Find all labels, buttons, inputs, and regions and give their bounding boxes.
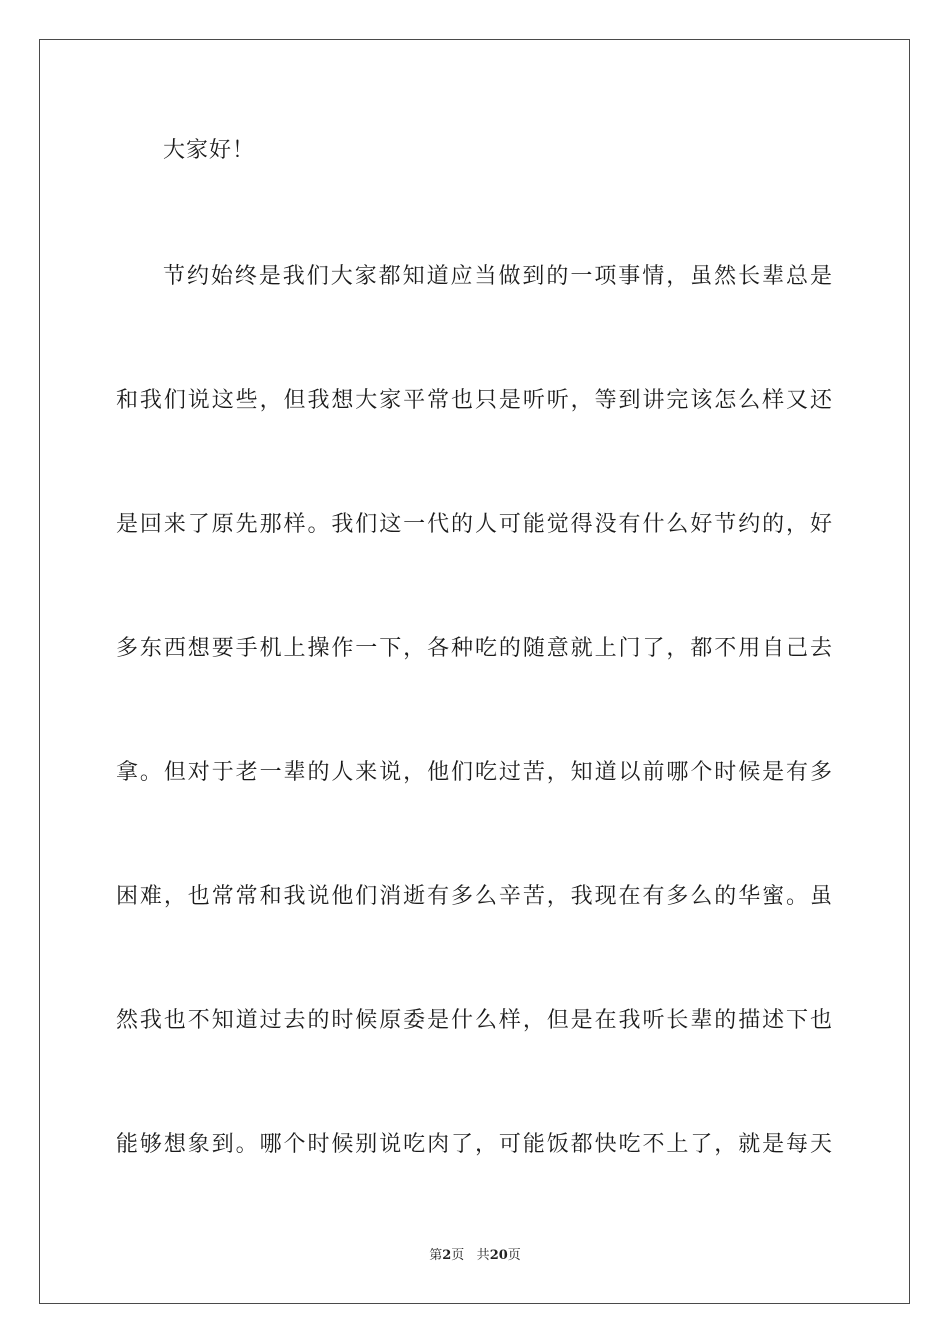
- page-footer: [0, 1247, 950, 1265]
- page-border: [39, 39, 910, 1304]
- paragraph-line-6: 困难，也常常和我说他们消逝有多么辛苦，我现在有多么的华蜜。虽: [116, 884, 832, 909]
- footer-page-prefix: 第: [429, 1248, 443, 1263]
- footer-page-suffix: 页: [451, 1248, 465, 1263]
- paragraph-line-2: 和我们说这些，但我想大家平常也只是听听，等到讲完该怎么样又还: [116, 388, 832, 413]
- footer-total-prefix: 共: [476, 1248, 490, 1263]
- paragraph-line-4: 多东西想要手机上操作一下，各种吃的随意就上门了，都不用自己去: [116, 636, 832, 661]
- paragraph-line-8: 能够想象到。哪个时候别说吃肉了，可能饭都快吃不上了，就是每天: [116, 1132, 832, 1157]
- paragraph-line-5: 拿。但对于老一辈的人来说，他们吃过苦，知道以前哪个时候是有多: [116, 760, 832, 785]
- paragraph-line-1: 节约始终是我们大家都知道应当做到的一项事情，虽然长辈总是: [163, 264, 832, 289]
- paragraph-line-7: 然我也不知道过去的时候原委是什么样，但是在我听长辈的描述下也: [116, 1008, 832, 1033]
- greeting-text: 大家好！: [163, 138, 256, 163]
- footer-total-suffix: 页: [507, 1248, 521, 1263]
- paragraph-line-3: 是回来了原先那样。我们这一代的人可能觉得没有什么好节约的，好: [116, 512, 832, 537]
- footer-page-number: 2: [442, 1248, 452, 1263]
- footer-total-pages: 20: [489, 1248, 508, 1263]
